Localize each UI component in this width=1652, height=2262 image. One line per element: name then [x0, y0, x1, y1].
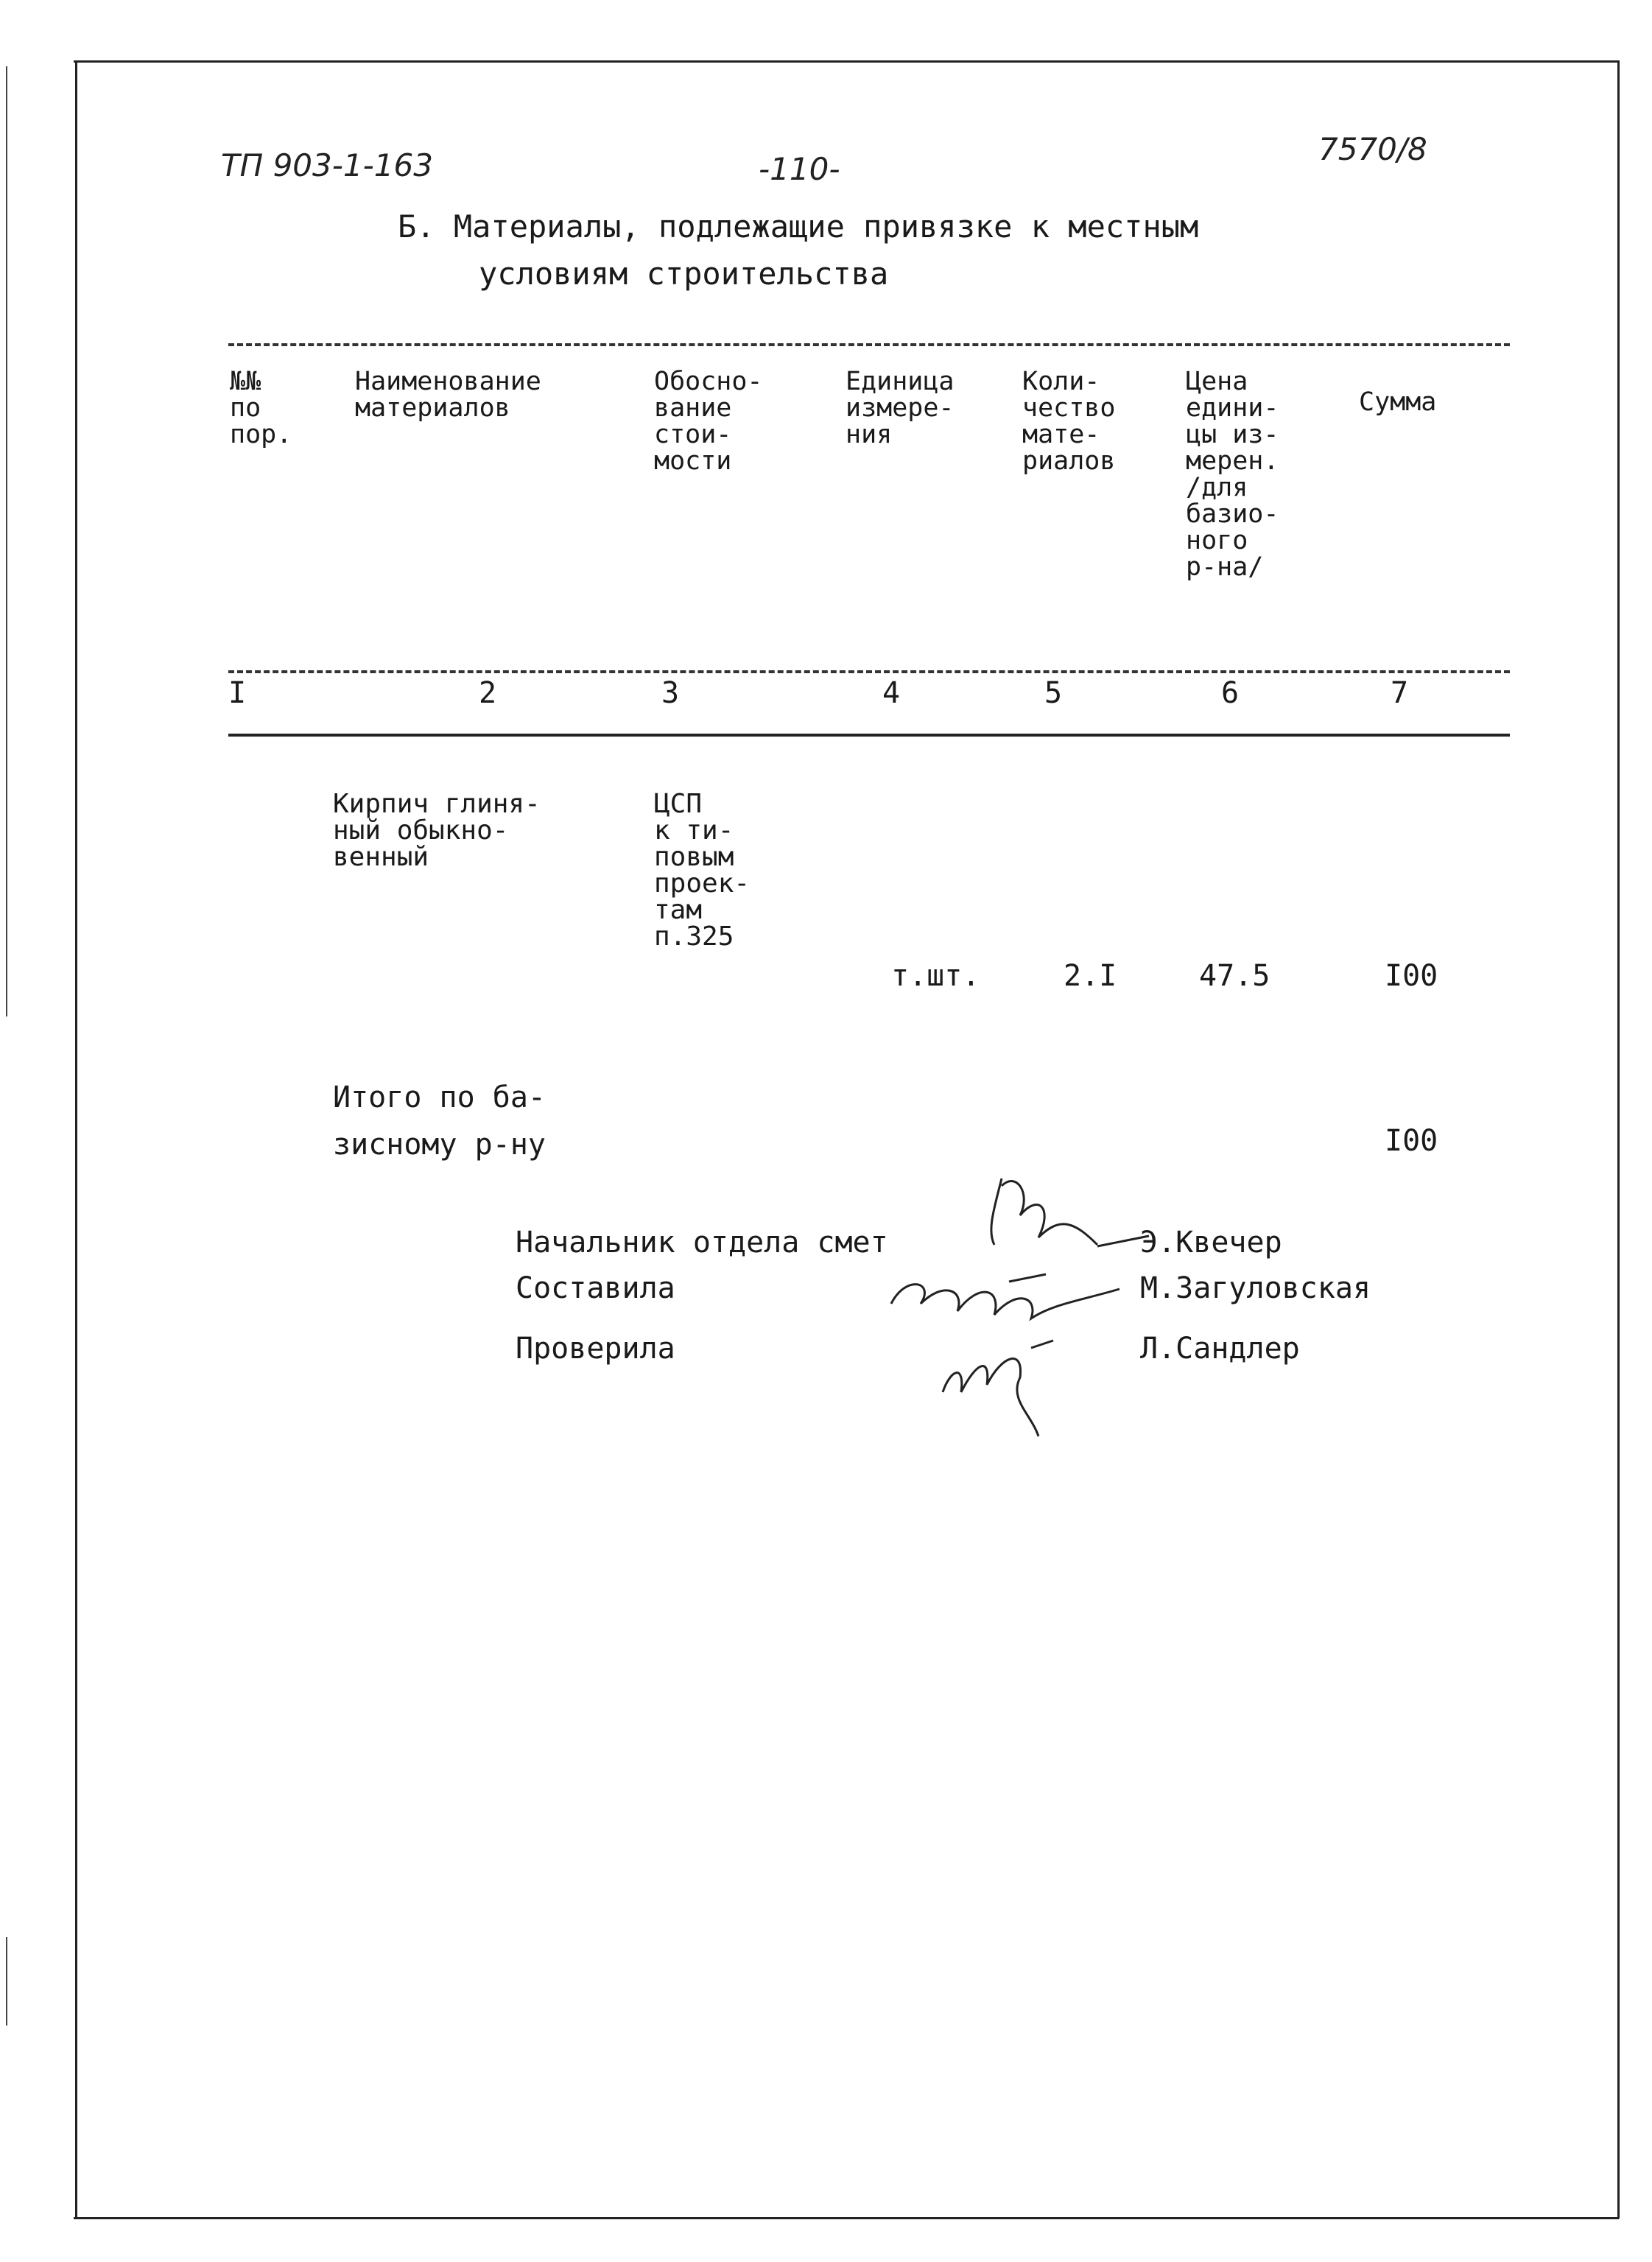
signer-role-head: Начальник отдела смет [516, 1226, 888, 1260]
col-number-6: 6 [1221, 676, 1240, 710]
col-number-7: 7 [1391, 676, 1409, 710]
signer-name-compiled: М.Загуловская [1140, 1271, 1371, 1305]
table-numbers-rule [228, 734, 1510, 737]
row-quantity: 2.I [1064, 959, 1117, 993]
col-header-sum: Сумма [1359, 387, 1437, 417]
col-header-price: Цена едини- цы из- мерен. /для базио- ного р-на/ [1186, 367, 1279, 582]
page-frame-right [1617, 60, 1620, 2219]
col-number-3: 3 [661, 676, 680, 710]
doc-code: ТП 903-1-163 [221, 147, 433, 183]
row-material-name: Кирпич глиня- ный обыкно- венный [333, 789, 541, 872]
table-header-rule [228, 670, 1510, 673]
signature-head-icon [950, 1164, 1156, 1260]
signature-checked-icon [921, 1318, 1083, 1444]
page-frame-top [74, 60, 1619, 63]
signer-role-checked: Проверила [516, 1332, 675, 1366]
signer-name-checked: Л.Сандлер [1140, 1332, 1300, 1366]
page-number: -110- [759, 151, 840, 187]
signer-name-head: Э.Квечер [1140, 1226, 1282, 1260]
page-frame-left [75, 60, 77, 2219]
section-title-line1: Б. Материалы, подлежащие привязке к местным [398, 208, 1199, 245]
total-sum: I00 [1385, 1124, 1438, 1158]
total-label: Итого по ба- зисному р-ну [333, 1081, 546, 1162]
col-header-unit: Единица измере- ния [846, 367, 955, 449]
sheet-ref: 7570/8 [1318, 131, 1427, 167]
scan-edge-mark [6, 1937, 7, 2026]
row-unit: т.шт. [891, 959, 980, 993]
col-header-index: №№ по пор. [230, 367, 292, 449]
col-number-5: 5 [1044, 676, 1063, 710]
col-number-2: 2 [479, 676, 497, 710]
col-number-1: I [228, 676, 247, 710]
section-title-line2: условиям строительства [479, 256, 889, 292]
signer-role-compiled: Составила [516, 1271, 675, 1305]
table-top-rule [228, 343, 1510, 346]
scan-edge-mark [6, 66, 7, 1016]
row-sum: I00 [1385, 959, 1438, 993]
col-header-name: Наименование материалов [355, 367, 541, 423]
col-header-quantity: Коли- чество мате- риалов [1022, 367, 1116, 476]
row-cost-basis: ЦСП к ти- повым проек- там п.325 [654, 789, 751, 952]
row-unit-price: 47.5 [1199, 959, 1270, 993]
page-frame-bottom [74, 2217, 1619, 2219]
col-number-4: 4 [882, 676, 901, 710]
col-header-basis: Обосно- вание стои- мости [654, 367, 763, 476]
